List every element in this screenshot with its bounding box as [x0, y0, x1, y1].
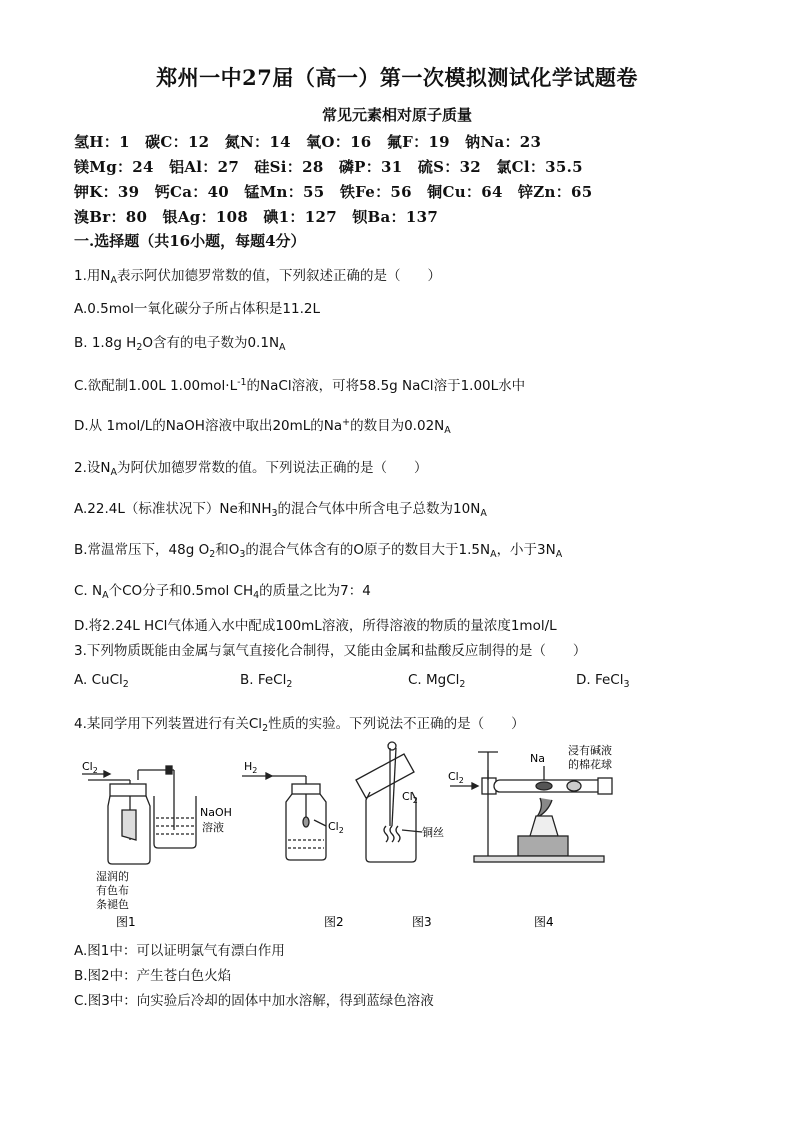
q2-stem: 2.设$N_A$为阿伏加德罗常数的值。下列说法正确的是（ ） — [74, 460, 428, 478]
figure-2-caption: 图2 — [324, 915, 344, 929]
fig1-naoh-label: NaOH — [200, 806, 232, 819]
q3-option-c: C. MgCl$_2$ — [408, 672, 466, 690]
atomic-mass-line-2: 镁Mg：24 铝Al：27 硅Si：28 磷P：31 硫S：32 氯Cl：35.5 — [74, 158, 583, 176]
q3-option-b: B. FeCl$_2$ — [240, 672, 293, 690]
fig1-note-1: 湿润的 — [96, 870, 129, 883]
figure-1-caption: 图1 — [116, 915, 136, 929]
atomic-mass-line-1: 氢H：1 碳C：12 氮N：14 氧O：16 氟F：19 钠Na：23 — [74, 133, 542, 151]
figure-4-caption: 图4 — [534, 915, 554, 929]
fig4-na-label: Na — [530, 752, 545, 765]
q3-option-a: A. CuCl$_2$ — [74, 672, 129, 690]
fig1-naoh-label-2: 溶液 — [202, 821, 224, 834]
q3-option-d: D. FeCl$_3$ — [576, 672, 630, 690]
atomic-mass-line-4: 溴Br：80 银Ag：108 碘1：127 钡Ba：137 — [74, 208, 439, 226]
fig1-gas-label: $Cl_2$ — [82, 760, 98, 775]
q1-option-a: A.0.5mol一氧化碳分子所占体积是11.2L — [74, 301, 320, 317]
fig4-ball-label-2: 的棉花球 — [568, 758, 612, 771]
fig4-gas-label: $Cl_2$ — [448, 770, 464, 785]
fig2-cl-label: $Cl_2$ — [328, 820, 344, 835]
q4-option-a: A.图1中：可以证明氯气有漂白作用 — [74, 943, 285, 959]
atomic-mass-heading: 常见元素相对原子质量 — [321, 106, 472, 124]
q1-stem: 1.用$N_A$表示阿伏加德罗常数的值，下列叙述正确的是（ ） — [74, 268, 441, 286]
q1-option-d: D.从 1mol/L的NaOH溶液中取出20mL的Na+的数目为$0.02N_A$ — [74, 417, 451, 436]
figure-2-apparatus — [242, 773, 326, 860]
fig4-ball-label-1: 浸有碱液 — [568, 744, 612, 757]
q3-stem: 3.下列物质既能由金属与氯气直接化合制得，又能由金属和盐酸反应制得的是（ ） — [74, 643, 587, 659]
q2-option-c: C. $N_A$个CO分子和0.5mol $CH_4$的质量之比为7：4 — [74, 583, 371, 601]
q1-option-b: B. 1.8g $H_2O$含有的电子数为$0.1N_A$ — [74, 335, 286, 353]
atomic-mass-line-3: 钾K：39 钙Ca：40 锰Mn：55 铁Fe：56 铜Cu：64 锌Zn：65 — [74, 183, 593, 201]
apparatus-figures — [74, 740, 634, 940]
fig3-cl-label: $Cl_2$ — [402, 790, 418, 805]
fig3-wire-label: 铜丝 — [422, 826, 444, 839]
page-title: 郑州一中27届（高一）第一次模拟测试化学试题卷 — [156, 65, 638, 90]
section-heading: 一.选择题（共16小题，每题4分） — [74, 232, 306, 250]
q2-option-b: B.常温常压下，48g $O_2$和$O_3$的混合气体含有的O原子的数目大于$1.5N_A$，小于$3N_A$ — [74, 542, 563, 560]
q2-option-d: D.将2.24L HCl气体通入水中配成100mL溶液，所得溶液的物质的量浓度1mol/L — [74, 618, 557, 634]
fig1-note-3: 条褪色 — [96, 898, 129, 911]
figure-1-apparatus — [82, 766, 196, 864]
figure-3-caption: 图3 — [412, 915, 432, 929]
q1-option-c: C.欲配制1.00L $1.00mol\cdot L^{-1}$的NaCl溶液，可将58.5g NaCl溶于1.00L水中 — [74, 377, 526, 394]
q4-stem: 4.某同学用下列装置进行有关$Cl_2$性质的实验。下列说法不正确的是（ ） — [74, 716, 525, 734]
fig2-gas-label: $H_2$ — [244, 760, 258, 775]
q4-option-c: C.图3中：向实验后冷却的固体中加水溶解，得到蓝绿色溶液 — [74, 993, 434, 1009]
q4-option-b: B.图2中：产生苍白色火焰 — [74, 968, 232, 984]
q2-option-a: A.22.4L（标准状况下）Ne和$NH_3$的混合气体中所含电子总数为$10N_A$ — [74, 501, 487, 519]
fig1-note-2: 有色布 — [96, 884, 129, 897]
